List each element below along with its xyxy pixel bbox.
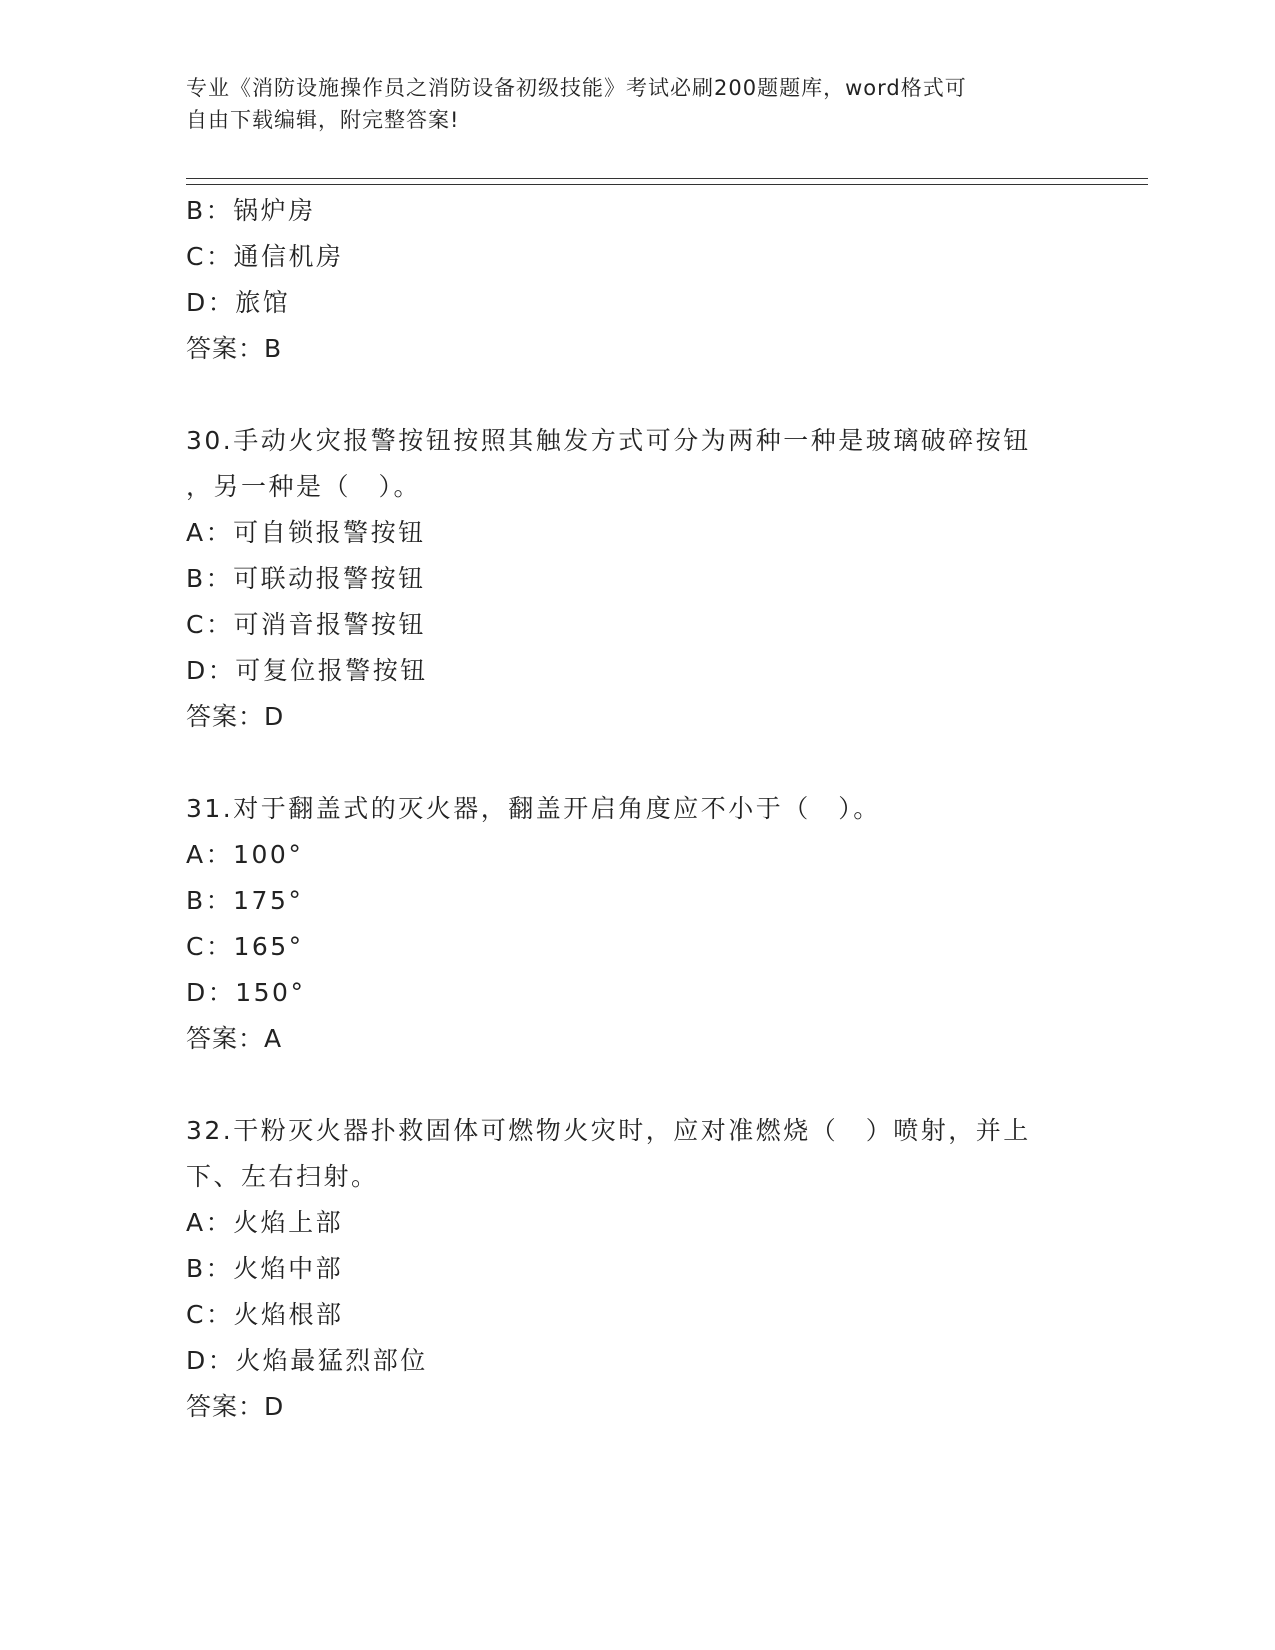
answer-line: 答案：B <box>186 334 283 363</box>
option-d: D：火焰最猛烈部位 <box>186 1346 428 1375</box>
option-a: A：100° <box>186 840 304 869</box>
option-b: B：175° <box>186 886 304 915</box>
question-title-line-2: 下、左右扫射。 <box>186 1162 379 1191</box>
option-d: D：旅馆 <box>186 288 291 317</box>
option-b: B：火焰中部 <box>186 1254 344 1283</box>
option-b: B：锅炉房 <box>186 196 316 225</box>
spacer <box>186 372 1086 418</box>
option-c: C：火焰根部 <box>186 1300 344 1329</box>
option-a: A：可自锁报警按钮 <box>186 518 426 547</box>
question-31 <box>186 786 1086 1062</box>
answer-line: 答案：D <box>186 1392 285 1421</box>
question-list <box>186 188 1086 1430</box>
option-d: D：150° <box>186 978 306 1007</box>
option-d: D：可复位报警按钮 <box>186 656 428 685</box>
answer-line: 答案：D <box>186 702 285 731</box>
question-29-tail <box>186 188 1086 372</box>
question-title-line-1: 31.对于翻盖式的灭火器，翻盖开启角度应不小于（ ）。 <box>186 794 881 823</box>
header-line-2: 自由下载编辑，附完整答案! <box>186 108 460 132</box>
spacer <box>186 740 1086 786</box>
header-divider <box>186 178 1148 185</box>
option-a: A：火焰上部 <box>186 1208 344 1237</box>
document-header <box>186 72 1066 136</box>
question-title-line-2: ，另一种是（ ）。 <box>186 472 422 501</box>
option-c: C：165° <box>186 932 304 961</box>
question-30 <box>186 418 1086 740</box>
option-c: C：可消音报警按钮 <box>186 610 426 639</box>
question-32 <box>186 1108 1086 1430</box>
spacer <box>186 1062 1086 1108</box>
answer-line: 答案：A <box>186 1024 283 1053</box>
question-title-line-1: 30.手动火灾报警按钮按照其触发方式可分为两种一种是玻璃破碎按钮 <box>186 426 1031 455</box>
option-c: C：通信机房 <box>186 242 344 271</box>
header-line-1: 专业《消防设施操作员之消防设备初级技能》考试必刷200题题库，word格式可 <box>186 76 967 100</box>
question-title-line-1: 32.干粉灭火器扑救固体可燃物火灾时，应对准燃烧（ ）喷射，并上 <box>186 1116 1031 1145</box>
option-b: B：可联动报警按钮 <box>186 564 426 593</box>
